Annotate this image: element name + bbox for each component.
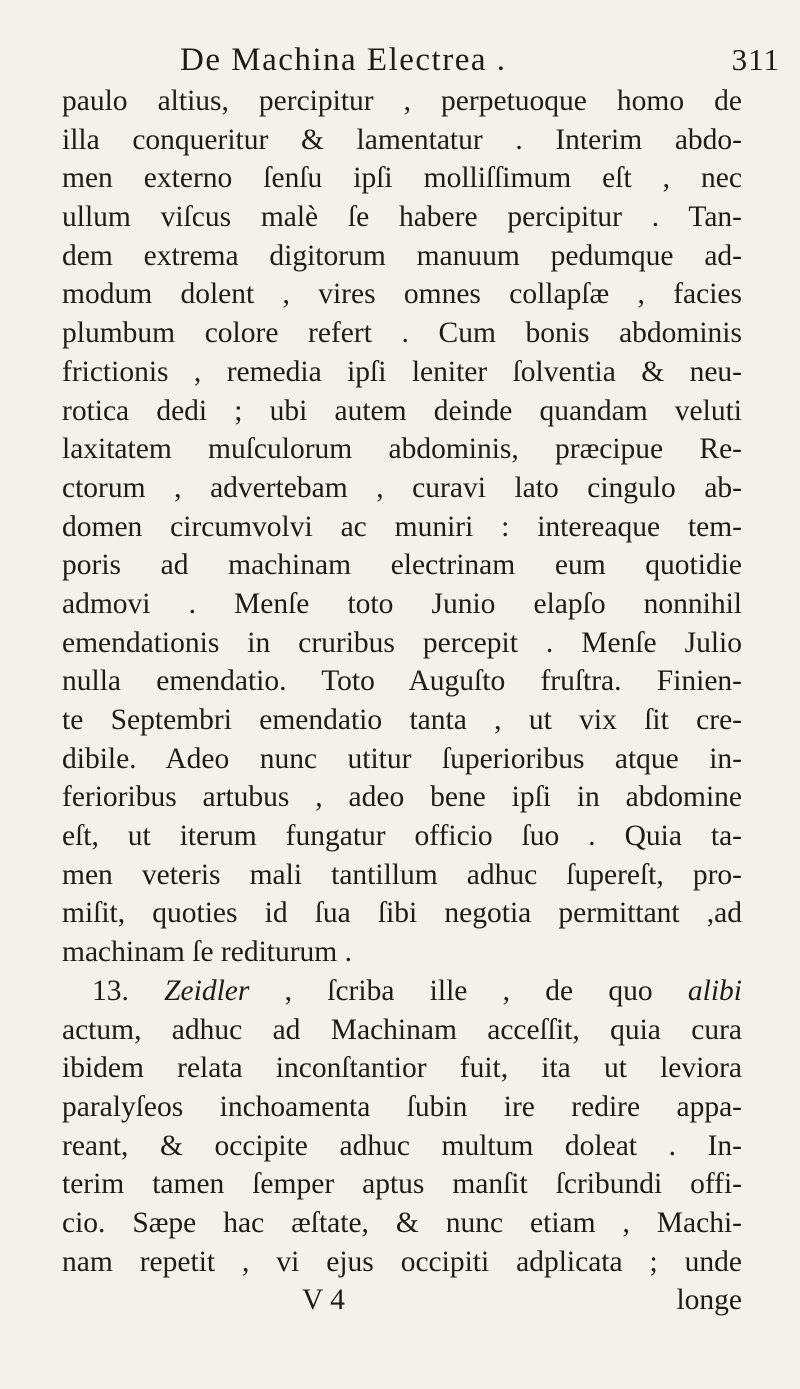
text-line: poris ad machinam electrinam eum quotidie [62, 549, 742, 582]
text-line: domen circumvolvi ac muniri : intereaque tem- [62, 510, 742, 543]
paragraph-text: , ſcriba ille , de quo [249, 974, 688, 1007]
text-line: paralyſeos inchoamenta ſubin ire redire appa- [62, 1090, 742, 1123]
text-line: modum dolent , vires omnes collapſæ , facies [62, 278, 742, 311]
page-number: 311 [731, 42, 780, 77]
text-line: illa conqueritur & lamentatur . Interim abdo- [62, 123, 742, 156]
text-line: dem extrema digitorum manuum pedumque ad- [62, 239, 742, 272]
text-line: te Septembri emendatio tanta , ut vix ſit cre- [62, 704, 742, 736]
text-line: rotica dedi ; ubi autem deinde quandam veluti [62, 394, 742, 427]
text-line: reant, & occipite adhuc multum doleat . In- [62, 1129, 742, 1162]
body-text [62, 82, 742, 1320]
text-line: nulla emendatio. Toto Auguſto fruſtra. Finien- [62, 665, 742, 698]
text-line: cio. Sæpe hac æſtate, & nunc etiam , Machi- [62, 1206, 742, 1239]
text-line: paulo altius, percipitur , perpetuoque homo de [62, 85, 742, 117]
running-title: De Machina Electrea . [180, 42, 507, 78]
paragraph-number: 13. [92, 974, 129, 1007]
text-line: terim tamen ſemper aptus manſit ſcribundi offi- [62, 1168, 742, 1201]
italic-word: alibi [687, 974, 742, 1007]
text-line: ibidem relata inconſtantior fuit, ita ut leviora [62, 1052, 742, 1085]
person-name: Zeidler [164, 974, 250, 1007]
page-footer [62, 1281, 742, 1320]
signature-mark: V 4 [302, 1284, 345, 1317]
catchword: longe [676, 1284, 742, 1317]
page-header [180, 42, 780, 86]
text-line: miſit, quoties id ſua ſibi negotia permittant ,ad [62, 897, 742, 930]
text-line: ctorum , advertebam , curavi lato cingulo ab- [62, 471, 742, 504]
text-line: dibile. Adeo nunc utitur ſuperioribus atque in- [62, 742, 742, 775]
text-line: admovi . Menſe toto Junio elapſo nonnihil [62, 587, 742, 620]
text-line: plumbum colore refert . Cum bonis abdominis [62, 317, 742, 350]
text-line: ferioribus artubus , adeo bene ipſi in abdomine [62, 781, 742, 814]
text-line: men externo ſenſu ipſi molliſſimum eſt , nec [62, 162, 742, 195]
paragraph-13-first-line [62, 972, 742, 1011]
text-line: emendationis in cruribus percepit . Menſe Julio [62, 626, 742, 659]
text-line: nam repetit , vi ejus occipiti adplicata ; unde [62, 1245, 742, 1278]
text-line: laxitatem muſculorum abdominis, præcipue Re- [62, 433, 742, 466]
text-line: men veteris mali tantillum adhuc ſupereſt, pro- [62, 858, 742, 891]
text-line: actum, adhuc ad Machinam acceſſit, quia cura [62, 1013, 742, 1046]
text-line: ullum viſcus malè ſe habere percipitur . Tan- [62, 201, 742, 234]
text-line: machinam ſe rediturum . [62, 936, 352, 969]
text-line: frictionis , remedia ipſi leniter ſolventia & neu- [62, 355, 742, 388]
text-line: eſt, ut iterum fungatur officio ſuo . Quia ta- [62, 820, 742, 853]
